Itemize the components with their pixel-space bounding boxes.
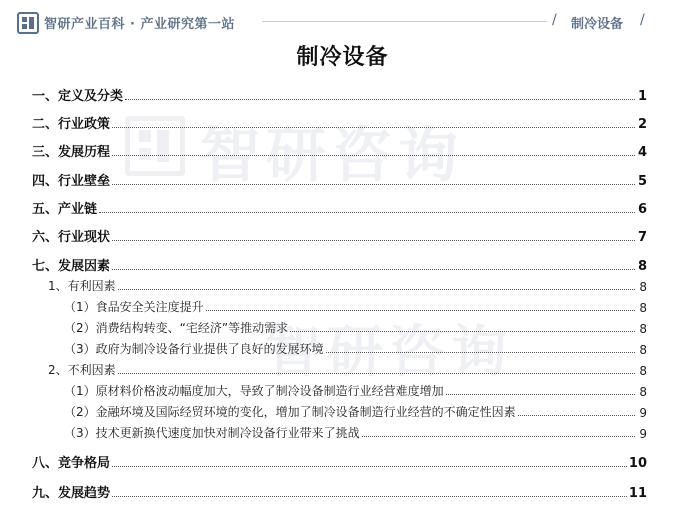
toc-page-number: 8: [639, 280, 647, 294]
toc-dot-leader: [125, 99, 635, 100]
toc-entry[interactable]: [32, 483, 647, 501]
toc-dot-leader: [112, 240, 635, 241]
toc-entry[interactable]: [32, 256, 647, 274]
toc-dot-leader: [118, 373, 635, 374]
toc-entry[interactable]: [64, 297, 647, 315]
toc-dot-leader: [206, 310, 635, 311]
toc-entry-label: （3）技术更新换代速度加快对制冷设备行业带来了挑战: [64, 426, 360, 440]
toc-dot-leader: [112, 155, 635, 156]
breadcrumb-separator: /: [552, 12, 557, 28]
toc-entry[interactable]: [32, 171, 647, 189]
toc-entry[interactable]: [32, 114, 647, 132]
toc-page-number: 1: [637, 89, 647, 104]
toc-entry[interactable]: [32, 453, 647, 471]
breadcrumb-separator: /: [640, 12, 645, 28]
document-title: 制冷设备: [296, 45, 389, 70]
toc-entry[interactable]: [48, 276, 647, 294]
toc-entry-label: 1、有利因素: [48, 279, 116, 293]
toc-page-number: 8: [639, 364, 647, 378]
toc-entry-label: （1）食品安全关注度提升: [64, 300, 204, 314]
toc-dot-leader: [112, 269, 635, 270]
toc-page-number: 9: [639, 406, 647, 420]
toc-entry[interactable]: [64, 402, 647, 420]
toc-entry-label: 六、行业现状: [32, 230, 111, 245]
toc-page-number: 7: [637, 230, 647, 245]
toc-page-number: 4: [637, 145, 647, 160]
toc-page-number: 9: [639, 427, 647, 441]
toc-dot-leader: [326, 352, 635, 353]
toc-entry[interactable]: [32, 199, 647, 217]
toc-page-number: 5: [637, 174, 647, 189]
toc-entry-label: 一、定义及分类: [32, 89, 124, 104]
toc-entry-label: 四、行业壁垒: [32, 174, 111, 189]
toc-entry[interactable]: [64, 318, 647, 336]
toc-entry-label: （2）消费结构转变、“宅经济”等推动需求: [64, 321, 289, 335]
watermark-text: 智研咨询: [200, 121, 464, 191]
toc-page-number: 8: [639, 385, 647, 399]
toc-entry-label: 三、发展历程: [32, 145, 111, 160]
page-header: [0, 0, 685, 40]
toc-entry-label: 2、不利因素: [48, 363, 116, 377]
zhiyan-logo-icon: [17, 12, 39, 34]
toc-dot-leader: [518, 415, 635, 416]
toc-dot-leader: [118, 289, 635, 290]
toc-entry[interactable]: [64, 339, 647, 357]
toc-dot-leader: [112, 127, 635, 128]
toc-entry-label: 二、行业政策: [32, 117, 111, 132]
toc-dot-leader: [112, 466, 627, 467]
toc-entry-label: 五、产业链: [32, 202, 98, 217]
toc-entry[interactable]: [32, 142, 647, 160]
header-divider: [262, 21, 547, 22]
toc-page-number: 10: [628, 456, 647, 471]
toc-dot-leader: [362, 436, 635, 437]
breadcrumb-current[interactable]: 制冷设备: [571, 17, 624, 32]
toc-page-number: 2: [637, 117, 647, 132]
toc-entry-label: （1）原材料价格波动幅度加大，导致了制冷设备制造行业经营难度增加: [64, 384, 444, 398]
toc-entry-label: （3）政府为制冷设备行业提供了良好的发展环境: [64, 342, 324, 356]
brand-text[interactable]: 智研产业百科 · 产业研究第一站: [44, 17, 235, 32]
toc-page-number: 8: [639, 343, 647, 357]
toc-entry-label: 八、竞争格局: [32, 456, 111, 471]
toc-entry-label: 七、发展因素: [32, 259, 111, 274]
toc-dot-leader: [99, 212, 635, 213]
toc-page-number: 8: [639, 301, 647, 315]
toc-entry[interactable]: [64, 381, 647, 399]
toc-entry-label: 九、发展趋势: [32, 486, 111, 501]
toc-entry-label: （2）金融环境及国际经贸环境的变化，增加了制冷设备制造行业经营的不确定性因素: [64, 405, 516, 419]
toc-dot-leader: [112, 184, 635, 185]
toc-entry[interactable]: [48, 360, 647, 378]
toc-page-number: 6: [637, 202, 647, 217]
toc-dot-leader: [112, 496, 627, 497]
toc-entry[interactable]: [32, 227, 647, 245]
toc-page-number: 8: [637, 259, 647, 274]
toc-page-number: 11: [628, 486, 647, 501]
toc-entry[interactable]: [64, 423, 647, 441]
watermark-text: 智研咨询: [265, 320, 513, 385]
toc-entry[interactable]: [32, 86, 647, 104]
toc-dot-leader: [446, 394, 635, 395]
toc-dot-leader: [290, 331, 635, 332]
toc-page-number: 8: [639, 322, 647, 336]
